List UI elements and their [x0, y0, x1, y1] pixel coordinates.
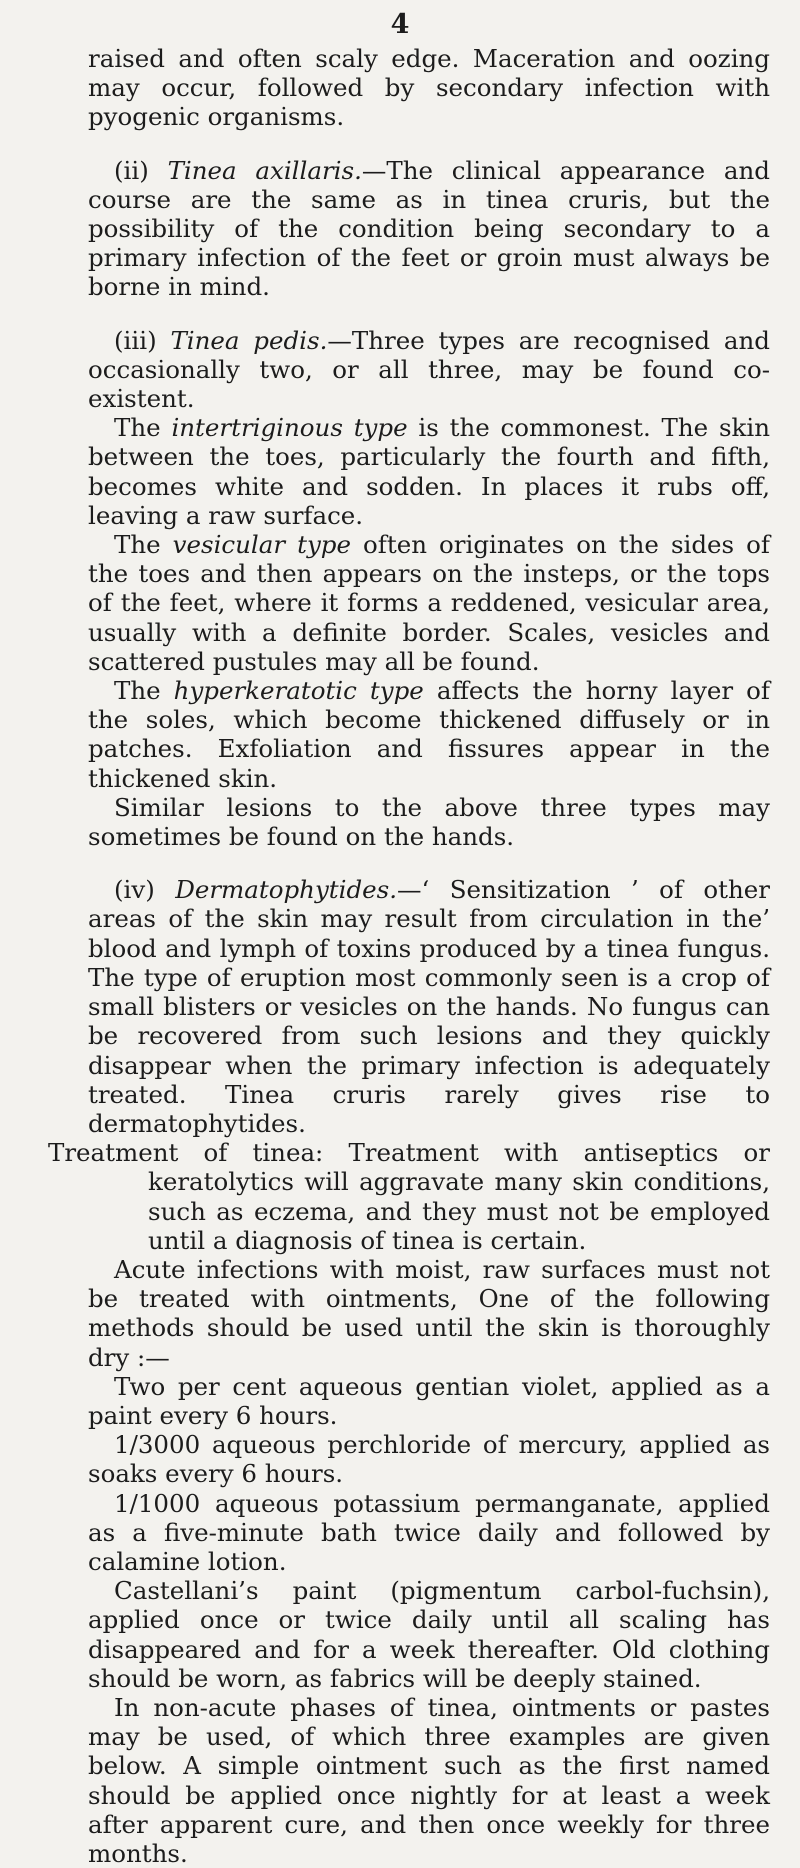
item-body: —‘ Sensitization ’ of other areas of the skin may result from circulation in the’ blood and lymph of toxins produced by a tinea fungus. The type of eruption most commonly seen is a crop of small blisters or vesicles on the hands. No fungus can be recovered from such lesions and they quickly disappear when the primary infection is adequately treated. Tinea cruris rarely gives rise to dermatophytides. [88, 875, 770, 1138]
type-name: hyperkeratotic type [173, 676, 424, 706]
paragraph-hyperkeratotic-type [48, 676, 770, 793]
item-title: Tinea axillaris. [167, 155, 362, 185]
paragraph-perchloride-mercury: 1/3000 aqueous perchloride of mercury, applied as soaks every 6 hours. [88, 1430, 770, 1489]
item-title: Dermatophytides. [175, 875, 398, 905]
item-body: —Three types are recognised and occasionally two, or all three, may be found co-existent. [88, 325, 770, 414]
item-number: (iii) [114, 325, 171, 355]
paragraph-intertriginous-type [48, 413, 770, 530]
paragraph-non-acute-phases: In non-acute phases of tinea, ointments or pastes may be used, of which three examples are given below. A simple ointment such as the first named should be applied once nightly for at least a week after apparent cure, and then once weekly for three months. [88, 1692, 770, 1868]
paragraph-dermatophytides [48, 875, 770, 1138]
type-name: vesicular type [172, 530, 351, 560]
paragraph-gentian-violet: Two per cent aqueous gentian violet, applied as a paint every 6 hours. [88, 1371, 770, 1430]
item-number: (iv) [114, 875, 176, 905]
text-run: The [114, 530, 173, 560]
text-run: affects the horny layer of the soles, which become thickened diffusely or in patches. Exfoliation and fissures appear in the thickened skin. [88, 676, 770, 793]
text-run: The [114, 413, 172, 443]
page-number: 4 [390, 9, 410, 40]
item-number: (ii) [114, 155, 168, 185]
paragraph-treatment-heading: Treatment of tinea: Treatment with antiseptics or keratolytics will aggravate many skin conditions, such as eczema, and they must not be employed until a diagnosis of tinea is certain. [48, 1138, 770, 1255]
type-name: intertriginous type [171, 413, 408, 443]
text-run: often originates on the sides of the toes and then appears on the insteps, or the tops of the feet, where it forms a reddened, vesicular area, usually with a definite border. Scales, vesicles and scattered pustules may all be found. [88, 530, 770, 676]
paragraph-similar-lesions: Similar lesions to the above three types may sometimes be found on the hands. [88, 792, 770, 852]
paragraph-tinea-pedis [48, 326, 770, 414]
paragraph-vesicular-type [48, 530, 770, 676]
paragraph-continuation: raised and often scaly edge. Maceration and oozing may occur, followed by secondary infection with pyogenic organisms. [88, 44, 770, 132]
paragraph-acute-infections: Acute infections with moist, raw surfaces must not be treated with ointments, One of the following methods should be used until the skin is thoroughly dry :— [88, 1254, 770, 1372]
item-title: Tinea pedis. [170, 325, 328, 355]
paragraph-tinea-axillaris [48, 156, 770, 302]
item-body: —The clinical appearance and course are the same as in tinea cruris, but the possibility of the condition being secondary to a primary infection of the feet or groin must always be borne in mind. [88, 155, 770, 302]
paragraph-potassium-permanganate: 1/1000 aqueous potassium permanganate, applied as a five-minute bath twice daily and followed by calamine lotion. [88, 1488, 770, 1576]
text-run: The [114, 676, 174, 706]
page-body [48, 44, 770, 1868]
paragraph-castellani-paint: Castellani’s paint (pigmentum carbol-fuchsin), applied once or twice daily until all scaling has disappeared and for a week thereafter. Old clothing should be worn, as fabrics will be deeply stained. [88, 1576, 770, 1693]
text-run: is the commonest. The skin between the toes, particularly the fourth and fifth, becomes white and sodden. In places it rubs off, leaving a raw surface. [88, 413, 771, 530]
